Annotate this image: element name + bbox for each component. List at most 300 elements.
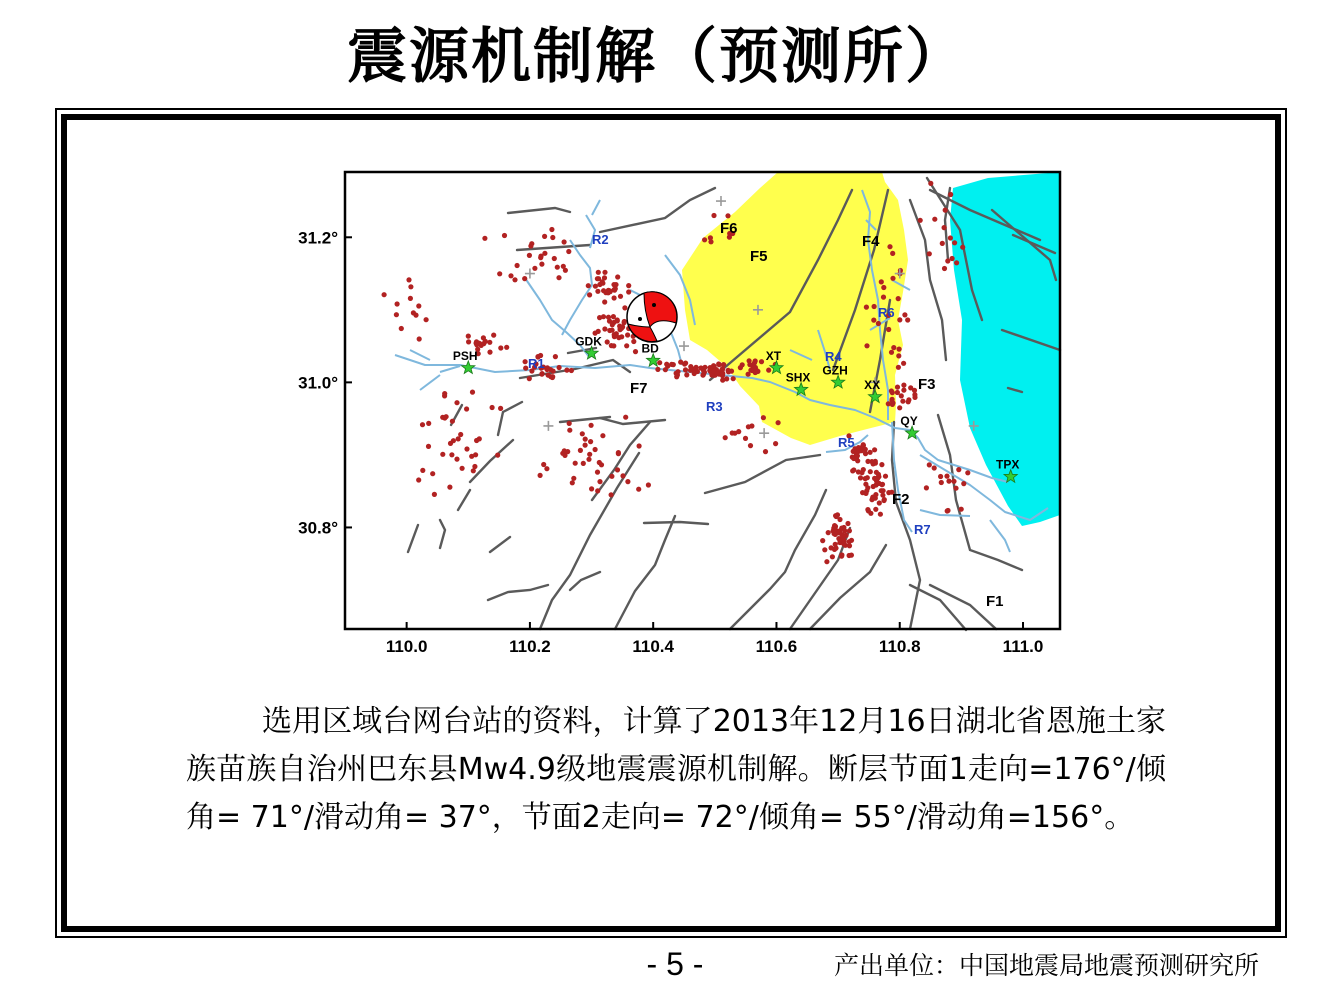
earthquake-dot-86 (671, 362, 676, 367)
earthquake-dot-472 (549, 227, 554, 232)
earthquake-dot-411 (473, 452, 478, 457)
earthquake-dot-79 (657, 360, 662, 365)
earthquake-dot-300 (863, 476, 868, 481)
earthquake-dot-514 (965, 470, 970, 475)
earthquake-dot-91 (684, 372, 689, 377)
earthquake-dot-292 (839, 526, 844, 531)
earthquake-dot-462 (945, 258, 950, 263)
earthquake-dot-384 (456, 436, 461, 441)
earthquake-dot-449 (896, 353, 901, 358)
earthquake-dot-52 (626, 283, 631, 288)
earthquake-dot-234 (871, 484, 876, 489)
earthquake-dot-321 (899, 393, 904, 398)
earthquake-dot-173 (564, 368, 569, 373)
earthquake-dot-376 (599, 462, 604, 467)
earthquake-dot-337 (890, 400, 895, 405)
earthquake-dot-372 (595, 488, 600, 493)
description-text (186, 698, 1166, 842)
earthquake-dot-499 (416, 303, 421, 308)
earthquake-dot-512 (961, 481, 966, 486)
earthquake-dot-74 (606, 290, 611, 295)
earthquake-dot-263 (830, 554, 835, 559)
earthquake-dot-188 (481, 335, 486, 340)
earthquake-dot-251 (826, 530, 831, 535)
earthquake-dot-404 (454, 457, 459, 462)
earthquake-dot-133 (694, 365, 699, 370)
beachball-t-axis (638, 317, 642, 321)
earthquake-dot-269 (824, 559, 829, 564)
fault-label-f1: F1 (986, 593, 1004, 610)
earthquake-dot-340 (587, 452, 592, 457)
earthquake-dot-505 (944, 474, 949, 479)
earthquake-dot-431 (879, 279, 884, 284)
earthquake-dot-150 (753, 370, 758, 375)
station-label-qy: QY (900, 414, 918, 429)
earthquake-dot-390 (449, 452, 454, 457)
x-tick-label-5: 110.8 (878, 637, 921, 656)
earthquake-dot-342 (586, 457, 591, 462)
earthquake-dot-356 (636, 487, 641, 492)
earthquake-dot-328 (895, 390, 900, 395)
earthquake-dot-306 (856, 469, 861, 474)
earthquake-dot-475 (482, 236, 487, 241)
river-label-r6: R6 (878, 305, 895, 320)
station-label-psh: PSH (452, 348, 478, 363)
earthquake-dot-456 (954, 260, 959, 265)
x-tick-label-6: 111.0 (1002, 637, 1044, 656)
earthquake-dot-164 (546, 373, 551, 378)
beachball-layer (627, 292, 677, 342)
earthquake-dot-247 (870, 495, 875, 500)
earthquake-dot-215 (861, 467, 866, 472)
earthquake-dot-425 (730, 430, 735, 435)
earthquake-dot-513 (939, 480, 944, 485)
earthquake-dot-335 (906, 399, 911, 404)
earthquake-dot-330 (912, 395, 917, 400)
earthquake-dot-479 (566, 249, 571, 254)
earthquake-dot-248 (875, 476, 880, 481)
earthquake-dot-525 (702, 237, 707, 242)
earthquake-dot-494 (408, 284, 413, 289)
earthquake-dot-246 (880, 493, 885, 498)
earthquake-dot-63 (586, 283, 591, 288)
earthquake-dot-181 (498, 345, 503, 350)
earthquake-dot-32 (619, 334, 624, 339)
earthquake-dot-287 (837, 517, 842, 522)
earthquake-dot-467 (552, 256, 557, 261)
earthquake-dot-75 (602, 275, 607, 280)
earthquake-dot-175 (569, 368, 574, 373)
earthquake-dot-386 (464, 446, 469, 451)
earthquake-dot-88 (678, 360, 683, 365)
earthquake-dot-345 (573, 461, 578, 466)
fault-label-f4: F4 (862, 233, 880, 250)
earthquake-dot-42 (612, 332, 617, 337)
earthquake-dot-368 (625, 479, 630, 484)
earthquake-dot-236 (868, 469, 873, 474)
earthquake-dot-67 (602, 299, 607, 304)
earthquake-dot-374 (560, 451, 565, 456)
earthquake-dot-249 (820, 538, 825, 543)
earthquake-dot-169 (527, 376, 532, 381)
earthquake-dot-414 (776, 420, 781, 425)
earthquake-dot-389 (464, 406, 469, 411)
earthquake-dot-220 (865, 485, 870, 490)
earthquake-dot-89 (675, 369, 680, 374)
fault-label-f6: F6 (720, 220, 738, 237)
x-tick-label-2: 110.2 (509, 637, 551, 656)
earthquake-dot-41 (601, 314, 606, 319)
description-paragraph: 选用区域台网台站的资料，计算了2013年12月16日湖北省恩施土家族苗族自治州巴东县Mw4.9级地震震源机制解。断层节面1走向=176°/倾角= 71°/滑动角= 37°，节面2走向= 72°/倾角= 55°/滑动角=156°。 (186, 704, 1166, 835)
earthquake-dot-170 (550, 374, 555, 379)
earthquake-dot-276 (833, 546, 838, 551)
page-number: - 5 - (646, 946, 704, 982)
earthquake-dot-486 (502, 233, 507, 238)
earthquake-dot-187 (504, 345, 509, 350)
earthquake-dot-197 (491, 333, 496, 338)
earthquake-dot-437 (871, 318, 876, 323)
earthquake-dot-224 (883, 474, 888, 479)
earthquake-dot-506 (956, 467, 961, 472)
earthquake-dot-438 (901, 361, 906, 366)
earthquake-dot-339 (595, 470, 600, 475)
earthquake-dot-227 (858, 475, 863, 480)
earthquake-dot-423 (748, 443, 753, 448)
earthquake-dot-428 (890, 276, 895, 281)
earthquake-dot-458 (952, 240, 957, 245)
earthquake-dot-489 (512, 277, 517, 282)
earthquake-dot-47 (602, 270, 607, 275)
earthquake-dot-498 (411, 310, 416, 315)
earthquake-dot-441 (881, 285, 886, 290)
earthquake-dot-485 (562, 239, 567, 244)
earthquake-dot-123 (719, 368, 724, 373)
earthquake-dot-134 (702, 370, 707, 375)
earthquake-dot-471 (527, 253, 532, 258)
earthquake-dot-453 (942, 225, 947, 230)
earthquake-dot-395 (450, 419, 455, 424)
earthquake-dot-401 (458, 432, 463, 437)
earthquake-dot-336 (901, 383, 906, 388)
earthquake-dot-7 (607, 328, 612, 333)
earthquake-dot-464 (943, 208, 948, 213)
earthquake-dot-365 (637, 443, 642, 448)
earthquake-dot-70 (593, 284, 598, 289)
earthquake-dot-94 (683, 367, 688, 372)
earthquake-dot-222 (860, 490, 865, 495)
earthquake-dot-350 (623, 415, 628, 420)
earthquake-dot-286 (849, 553, 854, 558)
earthquake-dot-95 (655, 367, 660, 372)
earthquake-dot-412 (442, 391, 447, 396)
earthquake-dot-363 (597, 479, 602, 484)
beachball-p-axis (652, 303, 656, 307)
station-label-shx: SHX (785, 370, 811, 385)
earthquake-dot-421 (723, 435, 728, 440)
earthquake-dot-445 (887, 244, 892, 249)
earthquake-dot-152 (752, 365, 757, 370)
earthquake-dot-344 (589, 423, 594, 428)
earthquake-dot-488 (539, 262, 544, 267)
earthquake-dot-387 (495, 453, 500, 458)
earthquake-dot-146 (759, 359, 764, 364)
earthquake-dot-341 (578, 448, 583, 453)
earthquake-dot-407 (470, 390, 475, 395)
earthquake-dot-156 (553, 354, 558, 359)
earthquake-dot-130 (720, 373, 725, 378)
page-title: 震源机制解（预测所） (347, 22, 967, 92)
earthquake-dot-410 (447, 485, 452, 490)
earthquake-dot-45 (617, 324, 622, 329)
earthquake-dot-413 (432, 492, 437, 497)
earthquake-dot-419 (736, 429, 741, 434)
earthquake-dot-62 (596, 270, 601, 275)
earthquake-dot-448 (872, 304, 877, 309)
earthquake-dot-219 (866, 508, 871, 513)
earthquake-dot-385 (490, 405, 495, 410)
earthquake-dot-271 (835, 512, 840, 517)
river-label-r3: R3 (706, 399, 723, 414)
earthquake-dot-282 (847, 528, 852, 533)
earthquake-dot-482 (538, 254, 543, 259)
earthquake-dot-381 (430, 471, 435, 476)
earthquake-dot-370 (583, 437, 588, 442)
earthquake-dot-442 (902, 312, 907, 317)
earthquake-dot-23 (631, 339, 636, 344)
earthquake-dot-396 (454, 400, 459, 405)
earthquake-dot-348 (538, 473, 543, 478)
earthquake-dot-343 (571, 476, 576, 481)
earthquake-dot-461 (932, 217, 937, 222)
earthquake-dot-454 (942, 266, 947, 271)
earthquake-dot-329 (890, 390, 895, 395)
earthquake-dot-196 (481, 341, 486, 346)
earthquake-dot-509 (927, 462, 932, 467)
x-tick-label-4: 110.6 (755, 637, 798, 656)
river-label-r2: R2 (592, 232, 609, 247)
earthquake-dot-229 (879, 462, 884, 467)
earthquake-dot-524 (708, 239, 713, 244)
earthquake-dot-315 (854, 448, 859, 453)
earthquake-dot-333 (900, 399, 905, 404)
producer-label: 产出单位：中国地震局地震预测研究所 (834, 951, 1260, 980)
earthquake-dot-29 (624, 343, 629, 348)
station-label-xt: XT (765, 348, 782, 363)
river-label-r5: R5 (838, 435, 855, 450)
earthquake-dot-46 (618, 294, 623, 299)
earthquake-dot-268 (839, 554, 844, 559)
earthquake-dot-174 (523, 359, 528, 364)
earthquake-dot-443 (864, 343, 869, 348)
earthquake-dot-289 (840, 536, 845, 541)
earthquake-dot-120 (720, 378, 725, 383)
fault-label-f5: F5 (750, 248, 768, 265)
earthquake-dot-347 (581, 461, 586, 466)
earthquake-dot-405 (416, 477, 421, 482)
earthquake-dot-481 (508, 273, 513, 278)
earthquake-dot-1 (633, 349, 638, 354)
earthquake-dot-427 (896, 296, 901, 301)
earthquake-dot-240 (886, 490, 891, 495)
earthquake-dot-90 (664, 362, 669, 367)
earthquake-dot-155 (747, 362, 752, 367)
earthquake-dot-480 (556, 275, 561, 280)
earthquake-dot-59 (612, 295, 617, 300)
earthquake-dot-154 (738, 365, 743, 370)
earthquake-dot-191 (466, 334, 471, 339)
earthquake-dot-403 (460, 466, 465, 471)
earthquake-dot-202 (868, 450, 873, 455)
earthquake-dot-474 (528, 243, 533, 248)
earthquake-dot-398 (420, 422, 425, 427)
earthquake-dot-492 (382, 292, 387, 297)
x-tick-label-3: 110.4 (632, 637, 674, 656)
earthquake-dot-408 (448, 441, 453, 446)
earthquake-dot-277 (822, 547, 827, 552)
station-label-gdk: GDK (575, 334, 602, 349)
earthquake-dot-180 (539, 372, 544, 377)
earthquake-dot-436 (889, 350, 894, 355)
focal-mechanism-map (270, 160, 1090, 660)
earthquake-dot-273 (847, 539, 852, 544)
earthquake-dot-406 (442, 415, 447, 420)
earthquake-dot-446 (890, 251, 895, 256)
earthquake-dot-334 (908, 385, 913, 390)
earthquake-dot-366 (609, 474, 614, 479)
earthquake-dot-27 (625, 332, 630, 337)
earthquake-dot-463 (948, 235, 953, 240)
earthquake-dot-61 (600, 281, 605, 286)
earthquake-dot-66 (615, 274, 620, 279)
earthquake-dot-242 (877, 500, 882, 505)
earthquake-dot-99 (692, 371, 697, 376)
earthquake-dot-128 (715, 371, 720, 376)
river-label-r7: R7 (914, 522, 931, 537)
y-tick-label-3: 30.8° (298, 518, 338, 538)
earthquake-dot-496 (399, 326, 404, 331)
earthquake-dot-135 (721, 362, 726, 367)
earthquake-dot-354 (646, 482, 651, 487)
earthquake-dot-518 (711, 213, 716, 218)
station-label-bd: BD (641, 341, 659, 356)
earthquake-dot-451 (928, 181, 933, 186)
earthquake-dot-355 (541, 462, 546, 467)
earthquake-dot-491 (394, 312, 399, 317)
earthquake-dot-243 (871, 461, 876, 466)
earthquake-dot-504 (953, 486, 958, 491)
earthquake-dot-48 (626, 289, 631, 294)
earthquake-dot-501 (408, 296, 413, 301)
earthquake-dot-393 (426, 444, 431, 449)
earthquake-dot-24 (596, 329, 601, 334)
earthquake-dot-290 (836, 530, 841, 535)
y-tick-label-1: 31.2° (298, 228, 338, 248)
fault-label-f3: F3 (918, 376, 936, 393)
earthquake-dot-455 (927, 251, 932, 256)
earthquake-dot-510 (959, 507, 964, 512)
earthquake-dot-55 (587, 292, 592, 297)
earthquake-dot-447 (864, 305, 869, 310)
earthquake-dot-417 (773, 441, 778, 446)
fault-label-f7: F7 (630, 380, 648, 397)
earthquake-dot-468 (555, 265, 560, 270)
earthquake-dot-433 (897, 317, 902, 322)
earthquake-dot-371 (570, 480, 575, 485)
earthquake-dot-153 (753, 358, 758, 363)
earthquake-dot-280 (829, 545, 834, 550)
earthquake-dot-43 (622, 320, 627, 325)
earthquake-dot-189 (487, 340, 492, 345)
earthquake-dot-416 (761, 415, 766, 420)
y-tick-label-2: 31.0° (298, 373, 338, 393)
earthquake-dot-137 (766, 368, 771, 373)
earthquake-dot-131 (708, 365, 713, 370)
earthquake-dot-432 (886, 327, 891, 332)
earthquake-dot-466 (542, 234, 547, 239)
earthquake-dot-331 (895, 385, 900, 390)
river-label-r1: R1 (528, 356, 545, 371)
earthquake-dot-465 (940, 241, 945, 246)
earthquake-dot-35 (611, 314, 616, 319)
earthquake-dot-459 (918, 218, 923, 223)
x-tick-label-1: 110.0 (385, 637, 428, 656)
earthquake-dot-440 (891, 345, 896, 350)
station-label-gzh: GZH (822, 363, 848, 378)
earthquake-dot-495 (406, 277, 411, 282)
earthquake-dot-349 (616, 451, 621, 456)
earthquake-dot-367 (580, 431, 585, 436)
earthquake-dot-198 (466, 339, 471, 344)
earthquake-dot-178 (545, 367, 550, 372)
earthquake-dot-338 (897, 405, 902, 410)
earthquake-dot-93 (688, 364, 693, 369)
fault-label-f2: F2 (892, 491, 910, 508)
earthquake-dot-483 (497, 271, 502, 276)
earthquake-dot-195 (474, 342, 479, 347)
earthquake-dot-64 (595, 276, 600, 281)
earthquake-dot-377 (593, 447, 598, 452)
earthquake-dot-450 (876, 321, 881, 326)
earthquake-dot-293 (841, 541, 846, 546)
earthquake-dot-284 (845, 521, 850, 526)
earthquake-dot-391 (440, 452, 445, 457)
earthquake-dot-106 (716, 361, 721, 366)
earthquake-dot-352 (589, 486, 594, 491)
earthquake-dot-383 (498, 406, 503, 411)
earthquake-dot-361 (583, 443, 588, 448)
earthquake-dot-484 (515, 263, 520, 268)
earthquake-dot-460 (948, 192, 953, 197)
earthquake-dot-378 (544, 466, 549, 471)
earthquake-dot-44 (611, 343, 616, 348)
earthquake-dot-409 (472, 464, 477, 469)
earthquake-dot-487 (532, 266, 537, 271)
earthquake-dot-430 (905, 317, 910, 322)
earthquake-dot-232 (881, 498, 886, 503)
earthquake-dot-206 (878, 512, 883, 517)
earthquake-dot-314 (863, 447, 868, 452)
earthquake-dot-351 (567, 428, 572, 433)
earthquake-dot-399 (474, 438, 479, 443)
earthquake-dot-71 (622, 305, 627, 310)
earthquake-dot-241 (879, 488, 884, 493)
earthquake-dot-502 (424, 317, 429, 322)
earthquake-dot-511 (938, 474, 943, 479)
earthquake-dot-186 (487, 350, 492, 355)
earthquake-dot-359 (600, 433, 605, 438)
earthquake-dot-40 (607, 319, 612, 324)
earthquake-dot-507 (932, 465, 937, 470)
